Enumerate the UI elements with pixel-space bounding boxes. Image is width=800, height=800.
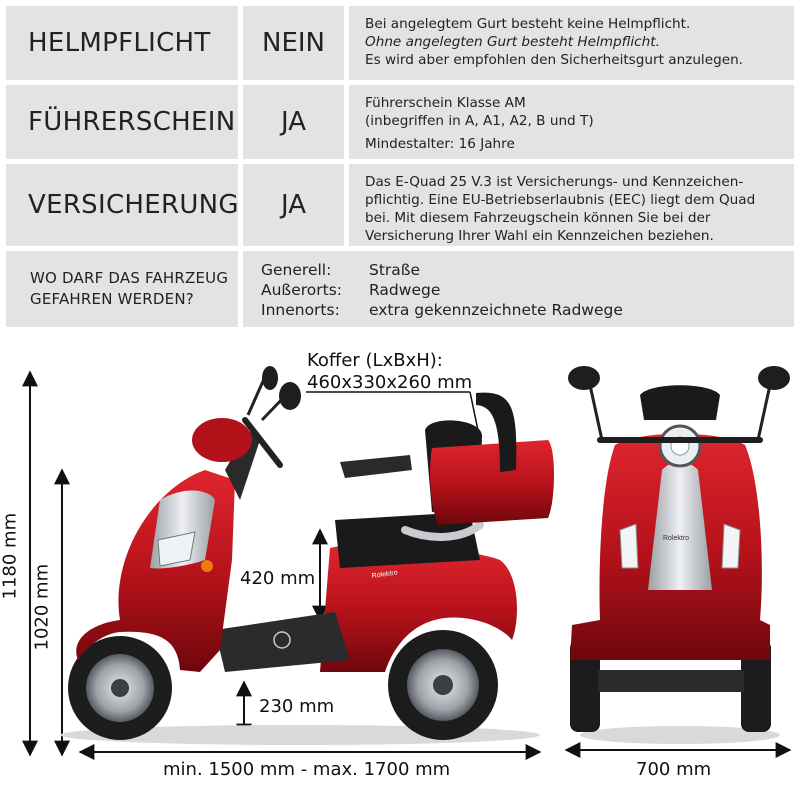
insurance-value-text: JA [281,190,306,220]
case-size: 460x330x260 mm [307,372,473,393]
front-brand-label: Rolektro [663,535,690,542]
where-label: Außerorts: [261,281,342,299]
side-view-scooter [60,366,554,745]
insurance-key-text: VERSICHERUNG [28,190,239,220]
license-line: Führerschein Klasse AM [365,95,526,111]
rear-wheel [388,630,498,740]
license-value-text: JA [281,107,306,137]
side-brand-label: Rolektro [371,569,399,580]
where-label: Innenorts: [261,301,340,319]
where-value: Radwege [369,281,441,299]
helmet-key-text: HELMPFLICHT [28,28,211,58]
clearance-label: 230 mm [259,696,335,717]
where-label: Generell: [261,261,332,279]
front-view-scooter [568,366,790,744]
where-key-line: WO DARF DAS FAHRZEUG [30,269,229,287]
insurance-line: Versicherung Ihrer Wahl ein Kennzeichen beziehen. [365,228,714,244]
length-label: min. 1500 mm - max. 1700 mm [163,759,451,780]
case-label: Koffer (LxBxH): [307,350,443,371]
width-label: 700 mm [636,759,712,780]
helmet-line: Ohne angelegten Gurt besteht Helmpflicht. [365,34,660,50]
where-key-line: GEFAHREN WERDEN? [30,290,194,308]
where-value: Straße [369,261,421,279]
helmet-line: Es wird aber empfohlen den Sicherheitsgurt anzulegen. [365,52,744,68]
license-key-text: FÜHRERSCHEIN [28,107,236,137]
helmet-line: Bei angelegtem Gurt besteht keine Helmpflicht. [365,16,691,32]
license-line: Mindestalter: 16 Jahre [365,136,515,152]
insurance-line: bei. Mit diesem Fahrzeugschein können Sie bei der [365,210,711,226]
where-value: extra gekennzeichnete Radwege [369,301,623,319]
insurance-line: Das E-Quad 25 V.3 ist Versicherungs- und Kennzeichen- [365,174,744,190]
insurance-line: pflichtig. Eine EU-Betriebserlaubnis (EEC) liegt dem Quad [365,192,756,208]
height-seat-label: 1020 mm [31,563,53,651]
license-line: (inbegriffen in A, A1, A2, B und T) [365,113,594,129]
seat-height-label: 420 mm [240,568,316,589]
helmet-value-text: NEIN [262,28,325,58]
height-total-label: 1180 mm [0,512,21,600]
